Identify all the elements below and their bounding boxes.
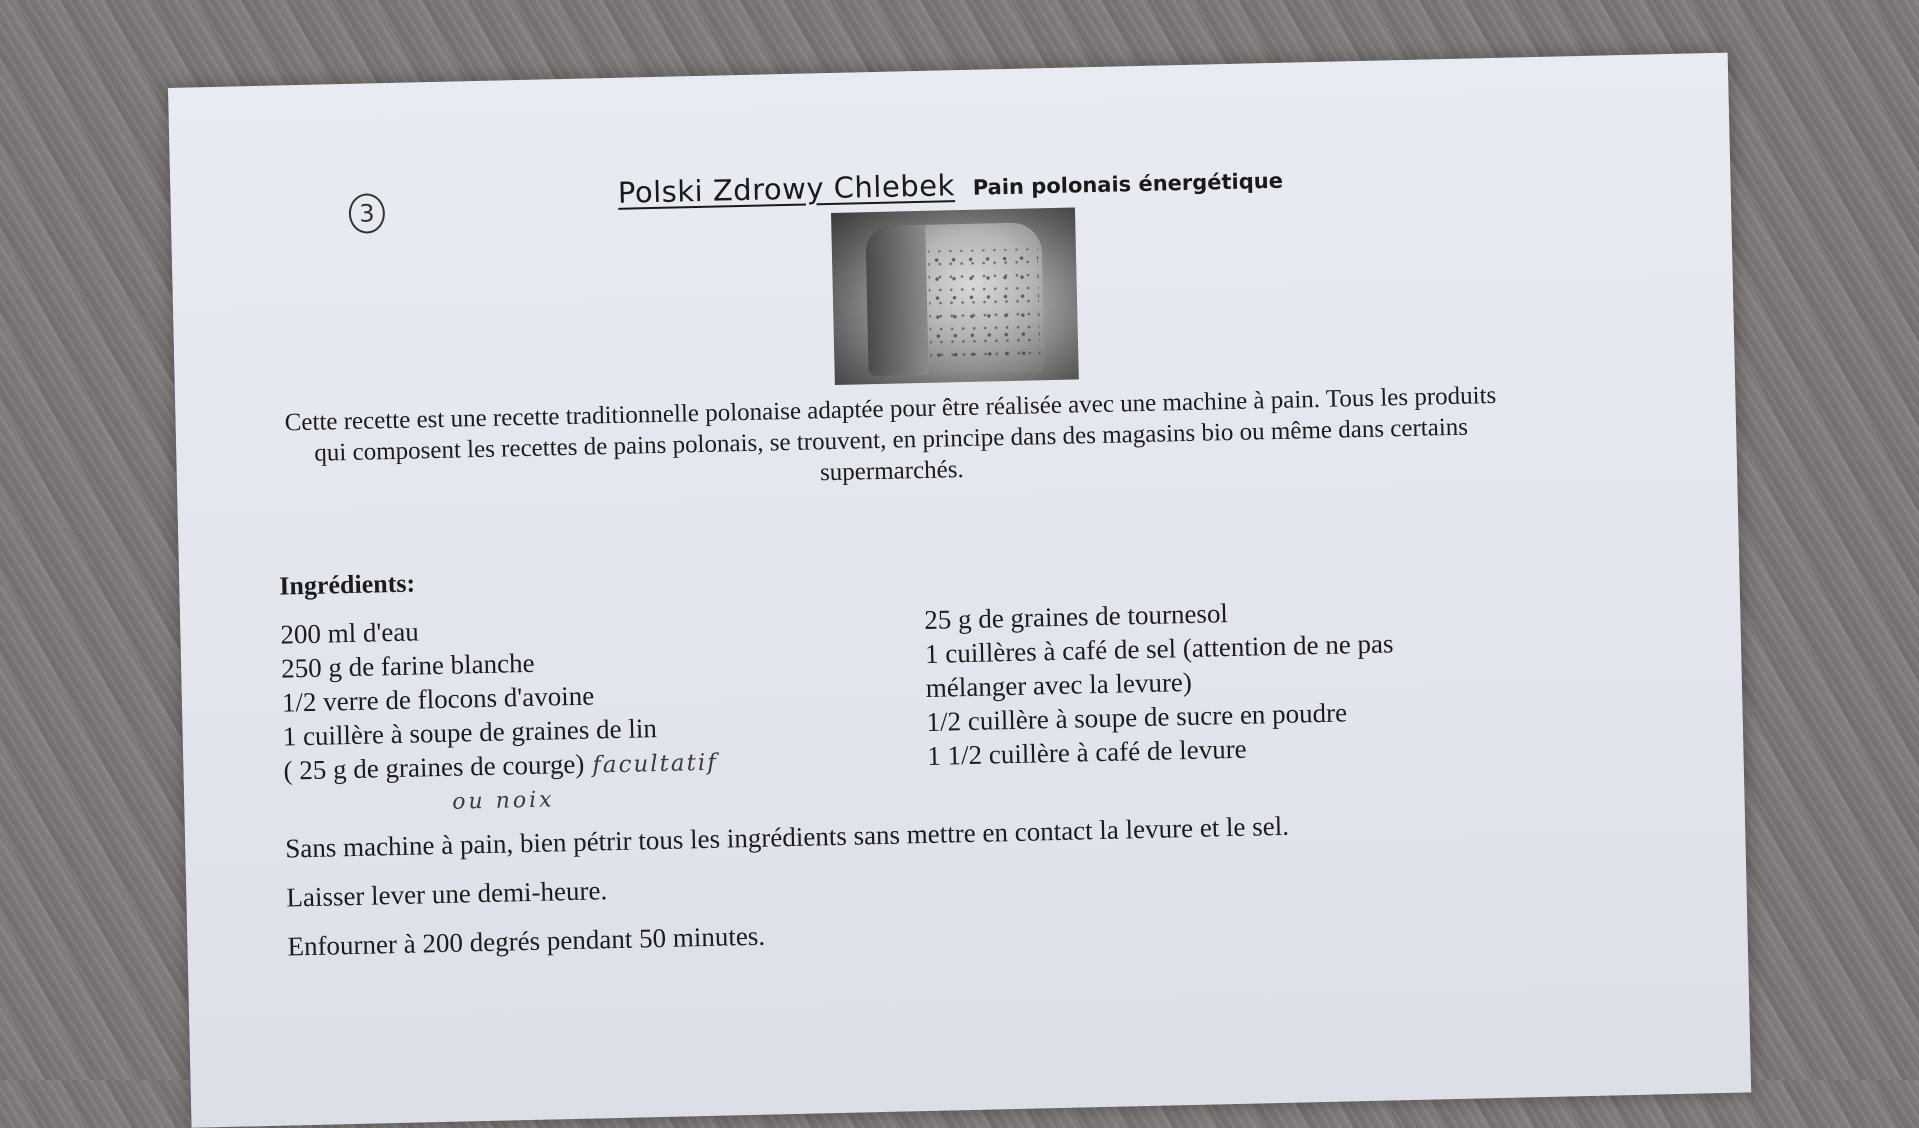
bread-crust-shape (865, 225, 928, 376)
ingredients-heading: Ingrédients: (279, 568, 416, 601)
step-text: Sans machine à pain, bien pétrir tous les ingrédients sans mettre en contact la levure et le sel. (284, 810, 1290, 864)
ingredient-item: 1/2 verre de flocons d'avoine (281, 680, 595, 718)
recipe-intro: Cette recette est une recette traditionnelle polonaise adaptée pour être réalisée avec une machine à pain. Tous les produits qui composent les recettes de pains polonais, se trouvent, en principe dans des magasins bio ou même dans certains supermarchés. (284, 381, 1497, 487)
recipe-steps (285, 805, 1538, 980)
title-polish: Polski Zdrowy Chlebek (617, 168, 956, 210)
recipe-number: 3 (348, 193, 385, 234)
ingredient-item: 1 cuillères à café de sel (attention de ne pas mélanger avec la levure) (924, 628, 1394, 703)
ingredient-item: 25 g de graines de tournesol (923, 598, 1229, 635)
step-text: Laisser lever une demi-heure. (286, 875, 608, 913)
handwritten-note: facultatif (592, 749, 718, 779)
step-text: Enfourner à 200 degrés pendant 50 minutes. (287, 920, 766, 962)
ingredient-item: ( 25 g de graines de courge) facultatif (283, 748, 718, 786)
bread-photo (831, 207, 1079, 384)
ingredient-item: 200 ml d'eau (280, 616, 420, 650)
bread-seeds-texture (928, 248, 1040, 360)
handwritten-note-2: ou noix (451, 787, 555, 815)
title-french: Pain polonais énergétique (972, 168, 1284, 200)
ingredients-left-list (280, 605, 844, 790)
ingredient-item: 1 cuillère à soupe de graines de lin (282, 713, 658, 752)
ingredient-item: 250 g de farine blanche (280, 647, 535, 684)
ingredient-item: 1 1/2 cuillère à café de levure (927, 733, 1247, 771)
ingredients-right-list (924, 590, 1488, 773)
recipe-sheet (168, 53, 1751, 1128)
ingredient-item: 1/2 cuillère à soupe de sucre en poudre (926, 697, 1348, 737)
